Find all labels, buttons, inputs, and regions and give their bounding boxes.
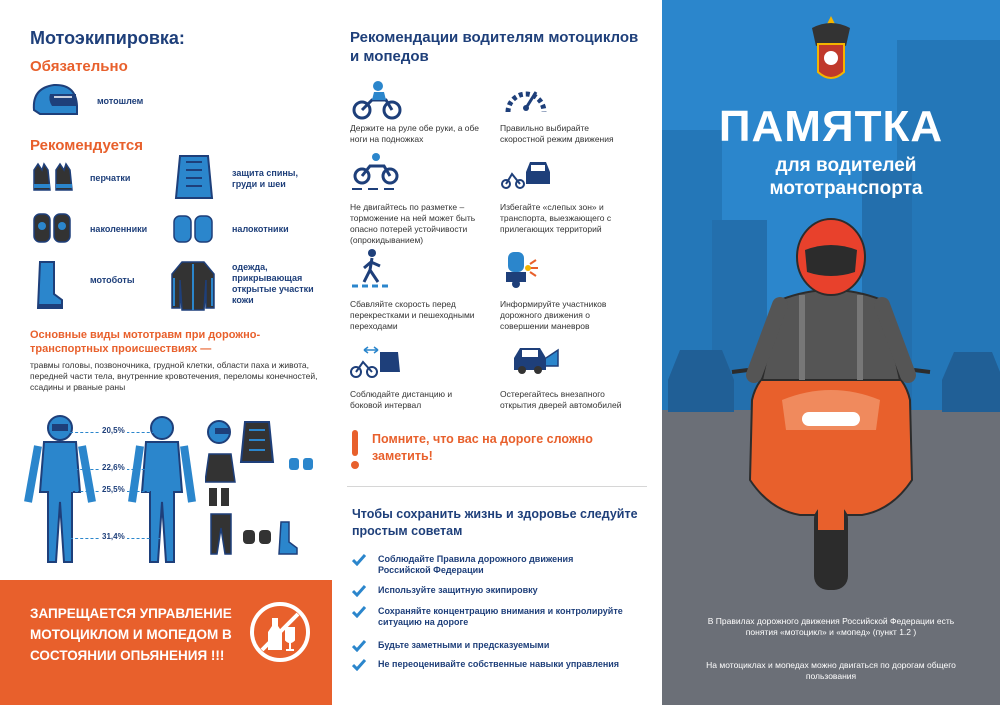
tip-doors: Остерегайтесь внезапного открытия дверей автомобилей [500,389,622,410]
protective-gear-set [205,418,320,558]
elbow-pads-icon [172,210,214,246]
tip-signal: Информируйте участников дорожного движения о совершении маневров [500,299,607,331]
percent-legs: 31,4% [102,532,125,541]
advice-item-2 [352,585,642,599]
cover-subtitle-2: мототранспорта [769,178,923,199]
injuries-text: травмы головы, позвоночника, грудной клетки, области паха и живота, передней части тела, внутренние кровотечения, переломы конечностей, ссадины и рваные раны [30,360,318,392]
back-protector-label: защита спины, груди и шеи [232,168,298,189]
car-door-icon [512,336,564,376]
equipment-title: Мотоэкипировка: [30,28,185,48]
check-icon [352,606,366,618]
mandatory-heading: Обязательно [30,58,128,75]
section-divider [347,486,647,487]
speedometer-icon [500,78,552,118]
check-icon [352,554,366,566]
advice-text-4: Будьте заметными и предсказуемыми [378,640,550,650]
cover-subtitle-1: для водителей [775,155,917,176]
check-icon [352,585,366,597]
injuries-heading: Основные виды мототравм при дорожно-транспортных происшествиях — [30,329,261,355]
percent-head: 20,5% [102,426,125,435]
cover-title: ПАМЯТКА [718,102,944,151]
cover-panel [662,0,1000,705]
no-alcohol-icon [248,600,312,664]
advice-title: Чтобы сохранить жизнь и здоровье следуйте простым советам [352,507,638,538]
jacket-icon [168,258,218,312]
elbow-pads-label: налокотники [232,224,289,234]
boots-icon [34,260,64,310]
exclamation-icon [350,430,360,470]
advice-item-4 [352,640,642,654]
blind-spot-icon [500,152,552,192]
motorcycle-rider-icon [350,80,402,120]
pedestrian-crossing-icon [350,248,402,288]
check-icon [352,640,366,652]
percent-torso: 22,6% [102,463,125,472]
tip-distance: Соблюдайте дистанцию и боковой интервал [350,389,453,410]
prohibition-text: ЗАПРЕЩАЕТСЯ УПРАВЛЕНИЕ МОТОЦИКЛОМ И МОПЕДОМ В СОСТОЯНИИ ОПЬЯНЕНИЯ !!! [30,606,232,663]
advice-item-3 [352,606,642,630]
road-marking-icon [350,152,402,192]
check-icon [352,659,366,671]
gloves-label: перчатки [90,173,131,183]
distance-icon [350,342,402,382]
tip-speed: Правильно выбирайте скоростной режим движения [500,123,614,144]
equipment-panel [0,0,332,705]
tip-crossings: Сбавляйте скорость перед перекрестками и пешеходными переходами [350,299,475,331]
gloves-icon [30,160,76,196]
recommended-heading: Рекомендуется [30,137,143,154]
advice-item-5 [352,659,642,683]
recommendations-panel [332,0,662,705]
helmet-icon [30,80,80,120]
tip-blind-spots: Избегайте «слепых зон» и транспорта, выезжающего с прилегающих территорий [500,202,612,234]
clothes-label: одежда, прикрывающая открытые участки кожи [232,262,314,305]
turn-signal-icon [500,248,552,288]
cover-note-roads: На мотоциклах и мопедах можно двигаться по дорогам общего пользования [706,660,956,681]
percent-hips: 25,5% [102,485,125,494]
advice-text-5: Не переоценивайте собственные навыки управления [378,659,620,669]
helmet-label: мотошлем [97,96,144,106]
advice-text-2: Используйте защитную экипировку [378,585,538,595]
recommendations-title: Рекомендации водителям мотоциклов и мопедов [350,29,639,65]
cover-note-definitions: В Правилах дорожного движения Российской Федерации есть понятия «мотоцикл» и «мопед» (пункт 1.2 ) [707,616,955,637]
advice-text-3: Сохраняйте концентрацию внимания и контролируйте ситуацию на дороге [378,606,623,627]
advice-text-1: Соблюдайте Правила дорожного движения Российской Федерации [378,554,574,575]
back-protector-icon [172,152,216,202]
boots-label: мотоботы [90,275,135,285]
advice-item-1 [352,554,642,578]
warning-text: Помните, что вас на дороге сложно заметить! [372,432,593,463]
tip-hands-feet: Держите на руле обе руки, а обе ноги на подножках [350,123,480,144]
knee-pads-label: наколенники [90,224,148,234]
knee-pads-icon [32,210,72,246]
police-emblem-icon [808,14,854,86]
tip-road-marking: Не двигайтесь по разметке – торможение на ней может быть опасно потерей устойчивости (опрокидыванием) [350,202,476,245]
